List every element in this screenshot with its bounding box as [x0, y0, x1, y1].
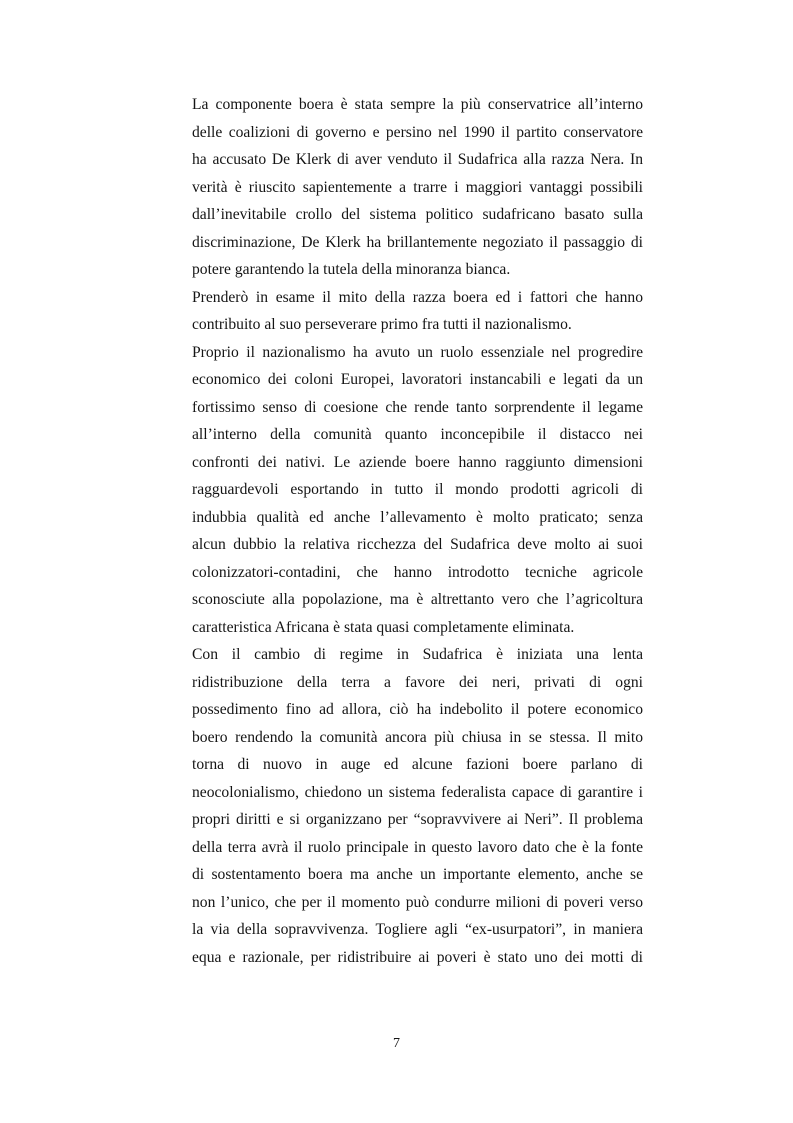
- text-line: fortissimo senso di coesione che rende tanto sorprendente il legame: [192, 398, 643, 416]
- text-line: di sostentamento boera ma anche un importante elemento, anche se: [192, 866, 643, 883]
- text-line: alcun dubbio la relativa ricchezza del Sudafrica deve molto ai suoi: [192, 536, 643, 553]
- text-line: contribuito al suo perseverare primo fra tutti il nazionalismo.: [192, 316, 572, 333]
- text-line: confronti dei nativi. Le aziende boere hanno raggiunto dimensioni: [192, 453, 643, 471]
- text-line: potere garantendo la tutela della minoranza bianca.: [192, 261, 511, 278]
- text-line: economico dei coloni Europei, lavoratori instancabili e legati da un: [192, 371, 643, 388]
- text-line: della terra avrà il ruolo principale in questo lavoro dato che è la fonte: [192, 838, 643, 856]
- text-line: propri diritti e si organizzano per “sopravvivere ai Neri”. Il problema: [192, 811, 643, 828]
- text-line: Con il cambio di regime in Sudafrica è iniziata una lenta: [192, 646, 643, 663]
- text-line: dall’inevitabile crollo del sistema politico sudafricano basato sulla: [192, 206, 643, 223]
- text-line: delle coalizioni di governo e persino nel 1990 il partito conservatore: [192, 123, 643, 141]
- text-line: indubbia qualità ed anche l’allevamento è molto praticato; senza: [192, 508, 643, 526]
- text-line: neocolonialismo, chiedono un sistema federalista capace di garantire i: [192, 783, 643, 801]
- text-line: la via della sopravvivenza. Togliere agli “ex-usurpatori”, in maniera: [192, 921, 643, 938]
- text-line: discriminazione, De Klerk ha brillantemente negoziato il passaggio di: [192, 233, 643, 251]
- text-line: caratteristica Africana è stata quasi completamente eliminata.: [192, 618, 575, 636]
- text-line: ragguardevoli esportando in tutto il mondo prodotti agricoli di: [192, 481, 643, 498]
- text-line: colonizzatori-contadini, che hanno introdotto tecniche agricole: [192, 563, 643, 581]
- paragraph: [192, 284, 643, 339]
- text-line: La componente boera è stata sempre la più conservatrice all’interno: [192, 96, 643, 113]
- text-line: verità è riuscito sapientemente a trarre i maggiori vantaggi possibili: [192, 178, 643, 196]
- text-line: all’interno della comunità quanto inconcepibile il distacco nei: [192, 426, 643, 443]
- text-line: equa e razionale, per ridistribuire ai poveri è stato uno dei motti di: [192, 948, 643, 966]
- text-line: torna di nuovo in auge ed alcune fazioni boere parlano di: [192, 756, 643, 773]
- text-line: ha accusato De Klerk di aver venduto il Sudafrica alla razza Nera. In: [192, 151, 643, 168]
- text-line: non l’unico, che per il momento può condurre milioni di poveri verso: [192, 893, 643, 911]
- text-line: Proprio il nazionalismo ha avuto un ruolo essenziale nel progredire: [192, 343, 643, 361]
- paragraph: [192, 91, 643, 284]
- paragraph: [192, 339, 643, 642]
- page-number: 7: [393, 1036, 400, 1051]
- text-line: ridistribuzione della terra a favore dei neri, privati di ogni: [192, 673, 643, 691]
- page-body: [192, 91, 643, 971]
- text-line: possedimento fino ad allora, ciò ha indebolito il potere economico: [192, 701, 643, 718]
- text-line: Prenderò in esame il mito della razza boera ed i fattori che hanno: [192, 288, 643, 306]
- text-line: boero rendendo la comunità ancora più chiusa in se stessa. Il mito: [192, 728, 643, 746]
- text-line: sconosciute alla popolazione, ma è altrettanto vero che l’agricoltura: [192, 591, 643, 608]
- paragraph: [192, 641, 643, 971]
